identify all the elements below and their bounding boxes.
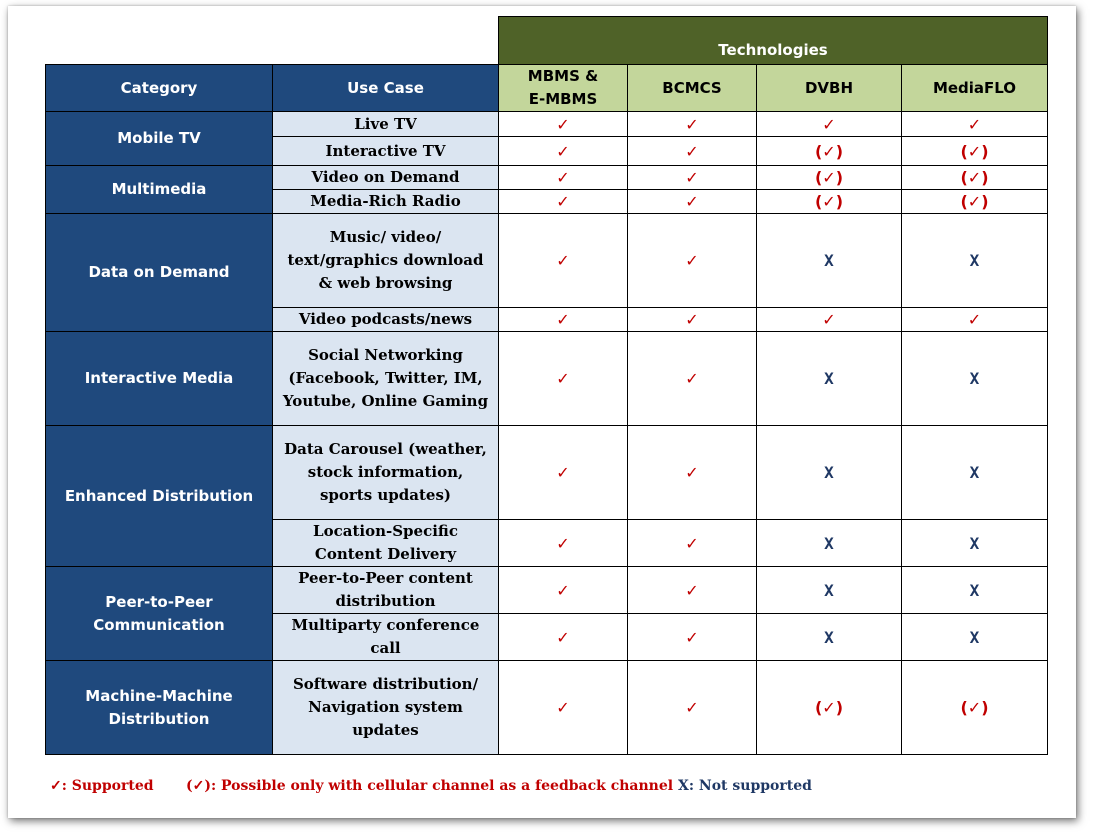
legend	[50, 778, 950, 800]
use-case-cell: Social Networking (Facebook, Twitter, IM, Youtube, Online Gaming	[272, 331, 499, 426]
support-cell: X	[901, 519, 1048, 567]
use-case-cell: Live TV	[272, 111, 499, 137]
category-machine-machine: Machine-Machine Distribution	[45, 660, 273, 755]
support-cell: ✓	[627, 425, 757, 520]
support-cell: ✓	[756, 111, 902, 137]
use-case-cell: Interactive TV	[272, 136, 499, 166]
support-cell: ✓	[498, 613, 628, 661]
technology-support-table	[46, 17, 1048, 756]
support-cell: ✓	[627, 213, 757, 308]
use-case-cell: Media-Rich Radio	[272, 189, 499, 214]
support-cell: ✓	[498, 519, 628, 567]
support-cell: (✓)	[756, 165, 902, 190]
support-cell: ✓	[627, 519, 757, 567]
support-cell: X	[756, 613, 902, 661]
support-cell: ✓	[627, 331, 757, 426]
use-case-cell: Video on Demand	[272, 165, 499, 190]
legend-not-supported: X: Not supported	[678, 778, 812, 794]
legend-supported: ✓: Supported	[50, 778, 154, 794]
support-cell: ✓	[627, 660, 757, 755]
support-cell: X	[901, 425, 1048, 520]
support-cell: X	[756, 519, 902, 567]
support-cell: ✓	[901, 111, 1048, 137]
support-cell: ✓	[756, 307, 902, 332]
use-case-header: Use Case	[272, 64, 499, 112]
support-cell: ✓	[627, 566, 757, 614]
blank-corner	[45, 16, 499, 65]
support-cell: X	[756, 566, 902, 614]
support-cell: (✓)	[756, 136, 902, 166]
support-cell: (✓)	[901, 189, 1048, 214]
support-cell: ✓	[498, 307, 628, 332]
support-cell: X	[901, 613, 1048, 661]
support-cell: (✓)	[756, 189, 902, 214]
support-cell: ✓	[498, 331, 628, 426]
use-case-cell: Peer-to-Peer content distribution	[272, 566, 499, 614]
category-enhanced-distribution: Enhanced Distribution	[45, 425, 273, 567]
support-cell: ✓	[498, 111, 628, 137]
support-cell: X	[756, 331, 902, 426]
use-case-cell: Software distribution/ Navigation system updates	[272, 660, 499, 755]
support-cell: X	[901, 566, 1048, 614]
use-case-cell: Music/ video/ text/graphics download & web browsing	[272, 213, 499, 308]
support-cell: (✓)	[756, 660, 902, 755]
category-header: Category	[45, 64, 273, 112]
tech-header-mbms: MBMS & E-MBMS	[498, 64, 628, 112]
category-multimedia: Multimedia	[45, 165, 273, 214]
category-data-on-demand: Data on Demand	[45, 213, 273, 332]
legend-possible: (✓): Possible only with cellular channel as a feedback channel	[186, 778, 674, 794]
support-cell: ✓	[498, 425, 628, 520]
support-cell: ✓	[498, 660, 628, 755]
support-cell: ✓	[498, 136, 628, 166]
technologies-header: Technologies	[498, 16, 1048, 65]
use-case-cell: Multiparty conference call	[272, 613, 499, 661]
category-peer-to-peer: Peer-to-Peer Communication	[45, 566, 273, 661]
support-cell: ✓	[498, 189, 628, 214]
support-cell: ✓	[498, 213, 628, 308]
support-cell: ✓	[627, 189, 757, 214]
support-cell: ✓	[627, 307, 757, 332]
support-cell: X	[901, 213, 1048, 308]
tech-header-mediaflo: MediaFLO	[901, 64, 1048, 112]
support-cell: ✓	[627, 111, 757, 137]
use-case-cell: Video podcasts/news	[272, 307, 499, 332]
support-cell: X	[901, 331, 1048, 426]
support-cell: (✓)	[901, 660, 1048, 755]
support-cell: ✓	[498, 165, 628, 190]
category-mobile-tv: Mobile TV	[45, 111, 273, 166]
use-case-cell: Data Carousel (weather, stock information, sports updates)	[272, 425, 499, 520]
tech-header-dvbh: DVBH	[756, 64, 902, 112]
support-cell: X	[756, 425, 902, 520]
support-cell: (✓)	[901, 165, 1048, 190]
support-cell: ✓	[901, 307, 1048, 332]
category-interactive-media: Interactive Media	[45, 331, 273, 426]
support-cell: ✓	[627, 613, 757, 661]
support-cell: X	[756, 213, 902, 308]
support-cell: (✓)	[901, 136, 1048, 166]
tech-header-bcmcs: BCMCS	[627, 64, 757, 112]
use-case-cell: Location-Specific Content Delivery	[272, 519, 499, 567]
support-cell: ✓	[498, 566, 628, 614]
support-cell: ✓	[627, 165, 757, 190]
support-cell: ✓	[627, 136, 757, 166]
